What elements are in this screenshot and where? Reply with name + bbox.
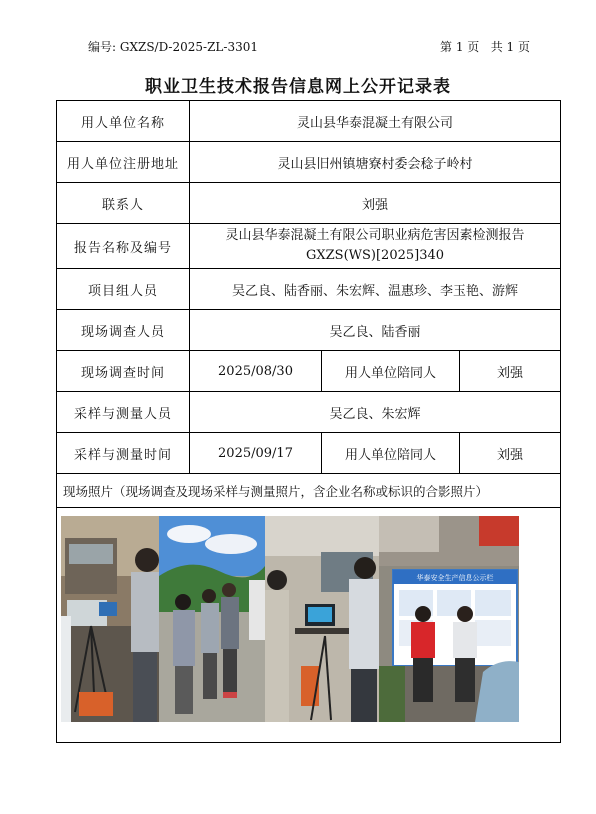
- sampling-staff-label: 采样与测量人员: [57, 392, 190, 433]
- team-label: 项目组人员: [57, 269, 190, 310]
- row-sampling-staff: [57, 392, 561, 433]
- sampling-time-label: 采样与测量时间: [57, 433, 190, 474]
- doc-number: 编号: GXZS/D-2025-ZL-3301: [88, 39, 258, 54]
- sampling-companion-label: 用人单位陪同人: [322, 433, 460, 474]
- row-sampling-time: [57, 433, 561, 474]
- contact-value: 刘强: [190, 183, 561, 224]
- photo-group-board: [379, 516, 519, 722]
- photo-sampling-indoor: [265, 516, 379, 722]
- survey-staff-label: 现场调查人员: [57, 310, 190, 351]
- survey-companion-value: 刘强: [460, 351, 561, 392]
- row-contact: [57, 183, 561, 224]
- photos-heading: 现场照片（现场调查及现场采样与测量照片，含企业名称或标识的合影照片）: [57, 474, 561, 508]
- report-name: 灵山县华泰混凝土有限公司职业病危害因素检测报告: [225, 228, 525, 243]
- survey-staff-value: 吴乙良、陆香丽: [190, 310, 561, 351]
- employer-address-label: 用人单位注册地址: [57, 142, 190, 183]
- page-title: 职业卫生技术报告信息网上公开记录表: [145, 77, 451, 97]
- photos-cell: [57, 508, 561, 743]
- sampling-staff-value: 吴乙良、朱宏辉: [190, 392, 561, 433]
- sampling-time-value: 2025/09/17: [190, 433, 322, 474]
- row-team: [57, 269, 561, 310]
- report-number: GXZS(WS)[2025]340: [305, 248, 445, 263]
- page-info: 第 1 页 共 1 页: [440, 39, 530, 54]
- row-photos: [57, 508, 561, 743]
- report-value: [190, 224, 561, 269]
- row-survey-time: [57, 351, 561, 392]
- survey-time-value: 2025/08/30: [190, 351, 322, 392]
- photo-survey-outdoor: [159, 516, 265, 722]
- survey-companion-label: 用人单位陪同人: [322, 351, 460, 392]
- record-table: [56, 100, 561, 743]
- row-employer-name: [57, 101, 561, 142]
- sampling-companion-value: 刘强: [460, 433, 561, 474]
- employer-address-value: 灵山县旧州镇塘寮村委会稔子岭村: [190, 142, 561, 183]
- photo-survey-indoor: [61, 516, 159, 722]
- row-survey-staff: [57, 310, 561, 351]
- page-header: [88, 38, 530, 54]
- survey-time-label: 现场调查时间: [57, 351, 190, 392]
- employer-name-value: 灵山县华泰混凝土有限公司: [190, 101, 561, 142]
- report-label: 报告名称及编号: [57, 224, 190, 269]
- row-employer-address: [57, 142, 561, 183]
- team-value: 吴乙良、陆香丽、朱宏辉、温惠珍、李玉艳、游辉: [190, 269, 561, 310]
- row-photos-heading: [57, 474, 561, 508]
- employer-name-label: 用人单位名称: [57, 101, 190, 142]
- photo-strip: [57, 516, 560, 742]
- board-text: 华泰安全生产信息公示栏: [416, 574, 494, 582]
- row-report: [57, 224, 561, 269]
- contact-label: 联系人: [57, 183, 190, 224]
